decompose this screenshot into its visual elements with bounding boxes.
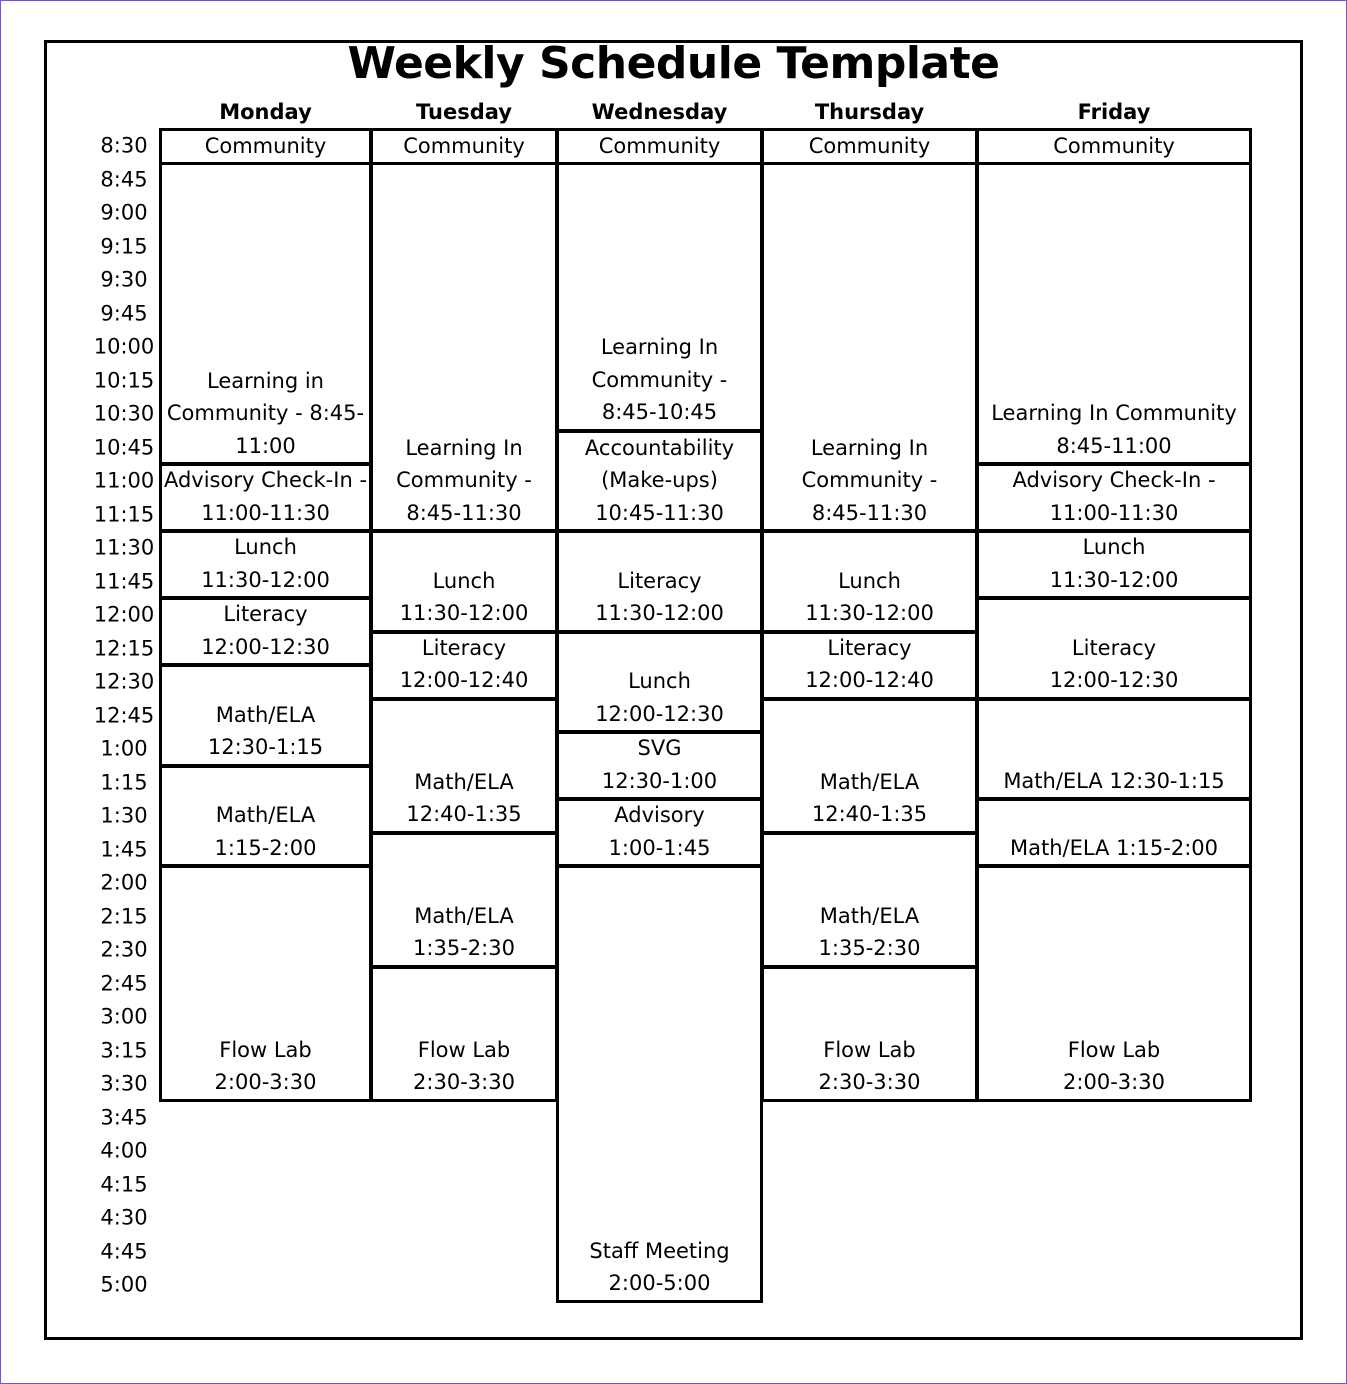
schedule-block-thursday bbox=[761, 631, 978, 700]
block-label: Learning In Community - 8:45-11:30 bbox=[801, 435, 938, 525]
block-label: Lunch 11:30-12:00 bbox=[201, 535, 330, 592]
block-label: Literacy 12:00-12:40 bbox=[805, 635, 934, 692]
schedule-block-wednesday bbox=[556, 865, 763, 1303]
block-label: Learning In Community - 8:45-11:30 bbox=[396, 435, 532, 525]
schedule-block-friday bbox=[976, 597, 1252, 700]
block-label: Flow Lab 2:30-3:30 bbox=[818, 1037, 921, 1094]
block-label: Math/ELA 1:35-2:30 bbox=[818, 903, 921, 960]
block-label: Advisory 1:00-1:45 bbox=[608, 803, 711, 860]
block-label: Learning in Community - 8:45- 11:00 bbox=[166, 368, 365, 458]
time-label: 2:15 bbox=[100, 904, 148, 928]
schedule-block-monday bbox=[159, 463, 372, 532]
block-label: Community bbox=[1053, 134, 1175, 158]
schedule-block-friday bbox=[976, 463, 1252, 532]
time-label: 1:00 bbox=[100, 736, 148, 761]
schedule-block-thursday bbox=[761, 128, 978, 165]
time-label: 3:30 bbox=[100, 1071, 148, 1096]
schedule-block-monday bbox=[159, 530, 372, 599]
time-label: 12:15 bbox=[93, 636, 155, 660]
block-label: Literacy 11:30-12:00 bbox=[595, 568, 724, 625]
block-label: Community bbox=[598, 134, 721, 158]
block-label: Literacy 12:00-12:30 bbox=[1049, 635, 1179, 692]
schedule-block-monday bbox=[159, 162, 372, 466]
schedule-block-thursday bbox=[761, 832, 978, 968]
schedule-block-wednesday bbox=[556, 430, 763, 533]
time-label: 1:45 bbox=[100, 837, 148, 861]
block-label: SVG 12:30-1:00 bbox=[601, 736, 718, 793]
block-label: Community bbox=[808, 134, 931, 158]
schedule-block-wednesday bbox=[556, 731, 763, 800]
time-label: 2:00 bbox=[100, 870, 148, 895]
block-label: Lunch 11:30-12:00 bbox=[399, 568, 529, 625]
schedule-block-monday bbox=[159, 865, 372, 1102]
schedule-block-tuesday bbox=[370, 530, 558, 633]
day-header-friday: Friday bbox=[1077, 100, 1151, 124]
schedule-block-monday bbox=[159, 765, 372, 868]
schedule-block-wednesday bbox=[556, 162, 763, 432]
block-label: Literacy 12:00-12:30 bbox=[201, 602, 330, 659]
schedule-block-friday bbox=[976, 865, 1252, 1102]
schedule-block-monday bbox=[159, 597, 372, 666]
schedule-block-thursday bbox=[761, 162, 978, 533]
time-label: 9:15 bbox=[100, 234, 148, 258]
schedule-block-tuesday bbox=[370, 966, 558, 1102]
block-label: Staff Meeting 2:00-5:00 bbox=[589, 1238, 730, 1295]
schedule-block-wednesday bbox=[556, 128, 763, 165]
schedule-block-tuesday bbox=[370, 698, 558, 834]
schedule-block-wednesday bbox=[556, 798, 763, 867]
schedule-block-thursday bbox=[761, 530, 978, 633]
block-label: Math/ELA 1:35-2:30 bbox=[413, 903, 515, 960]
time-label: 9:45 bbox=[100, 301, 148, 325]
block-label: Flow Lab 2:00-3:30 bbox=[1063, 1037, 1165, 1094]
block-label: Learning In Community - 8:45-10:45 bbox=[591, 335, 728, 424]
block-label: Math/ELA 12:30-1:15 bbox=[207, 702, 324, 759]
block-label: Literacy 12:00-12:40 bbox=[399, 635, 529, 692]
schedule-block-tuesday bbox=[370, 162, 558, 533]
schedule-block-monday bbox=[159, 664, 372, 767]
day-header-wednesday: Wednesday bbox=[591, 100, 728, 124]
block-label: Flow Lab 2:30-3:30 bbox=[413, 1037, 515, 1094]
block-label: Lunch 11:30-12:00 bbox=[1049, 535, 1179, 592]
schedule-block-monday bbox=[159, 128, 372, 165]
schedule-block-friday bbox=[976, 530, 1252, 599]
block-label: Lunch 12:00-12:30 bbox=[595, 669, 724, 726]
day-header-thursday: Thursday bbox=[814, 100, 925, 124]
time-label: 10:45 bbox=[93, 435, 155, 459]
time-label: 2:45 bbox=[100, 971, 148, 995]
time-label: 4:00 bbox=[100, 1138, 148, 1163]
time-label: 4:30 bbox=[100, 1205, 148, 1230]
block-label: Accountability (Make-ups) 10:45-11:30 bbox=[584, 435, 735, 525]
time-label: 1:15 bbox=[100, 770, 148, 794]
time-label: 9:30 bbox=[100, 267, 148, 292]
schedule-block-thursday bbox=[761, 698, 978, 834]
time-label: 8:45 bbox=[100, 167, 148, 191]
time-label: 10:15 bbox=[93, 368, 155, 392]
schedule-block-tuesday bbox=[370, 832, 558, 968]
time-label: 3:45 bbox=[100, 1105, 148, 1129]
time-label: 11:00 bbox=[93, 468, 155, 493]
time-label: 10:00 bbox=[93, 334, 155, 359]
time-label: 2:30 bbox=[100, 937, 148, 962]
schedule-block-friday bbox=[976, 128, 1252, 165]
time-label: 12:00 bbox=[93, 602, 155, 627]
block-label: Advisory Check-In - 11:00-11:30 bbox=[1012, 468, 1216, 525]
block-label: Math/ELA 12:40-1:35 bbox=[811, 769, 928, 826]
time-label: 3:15 bbox=[100, 1038, 148, 1062]
block-label: Math/ELA 12:40-1:35 bbox=[406, 769, 522, 826]
time-label: 9:00 bbox=[100, 200, 148, 225]
schedule-block-tuesday bbox=[370, 631, 558, 700]
time-label: 4:45 bbox=[100, 1239, 148, 1263]
time-label: 8:30 bbox=[100, 133, 148, 158]
day-header-monday: Monday bbox=[219, 100, 312, 124]
block-label: Learning In Community 8:45-11:00 bbox=[991, 401, 1237, 458]
time-label: 5:00 bbox=[100, 1272, 148, 1297]
time-label: 12:30 bbox=[93, 669, 155, 694]
time-label: 11:45 bbox=[93, 569, 155, 593]
block-label: Lunch 11:30-12:00 bbox=[805, 568, 934, 625]
page-title: Weekly Schedule Template bbox=[347, 38, 1000, 89]
time-label: 4:15 bbox=[100, 1172, 148, 1196]
time-label: 11:15 bbox=[93, 502, 155, 526]
time-label: 11:30 bbox=[93, 535, 155, 560]
block-label: Community bbox=[204, 134, 327, 158]
block-label: Math/ELA 1:15-2:00 bbox=[214, 803, 317, 860]
block-label: Math/ELA 1:15-2:00 bbox=[1010, 835, 1218, 860]
block-label: Math/ELA 12:30-1:15 bbox=[1003, 768, 1225, 793]
schedule-block-friday bbox=[976, 798, 1252, 867]
time-label: 12:45 bbox=[93, 703, 155, 727]
schedule-block-wednesday bbox=[556, 631, 763, 734]
block-label: Advisory Check-In - 11:00-11:30 bbox=[163, 468, 368, 525]
schedule-block-tuesday bbox=[370, 128, 558, 165]
schedule-block-friday bbox=[976, 162, 1252, 466]
schedule-block-friday bbox=[976, 698, 1252, 801]
block-label: Community bbox=[403, 134, 525, 158]
time-label: 1:30 bbox=[100, 803, 148, 828]
day-header-tuesday: Tuesday bbox=[416, 100, 512, 124]
time-label: 10:30 bbox=[93, 401, 155, 426]
schedule-block-thursday bbox=[761, 966, 978, 1102]
time-label: 3:00 bbox=[100, 1004, 148, 1029]
block-label: Flow Lab 2:00-3:30 bbox=[214, 1037, 317, 1094]
schedule-block-wednesday bbox=[556, 530, 763, 633]
